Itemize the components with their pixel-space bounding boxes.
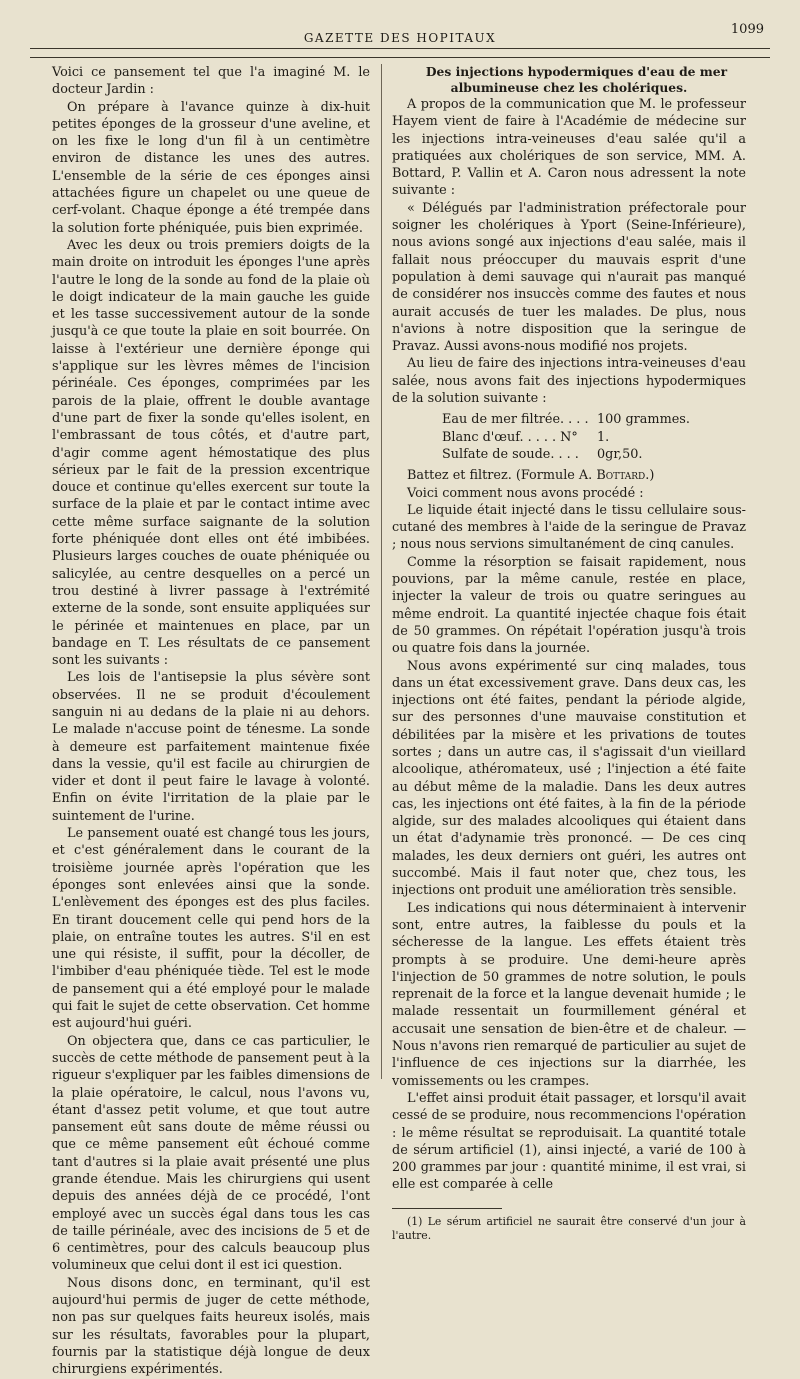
paragraph: Voici comment nous avons procédé : [407,485,644,501]
paragraph: Comme la résorption se faisait rapidement, nous pouvions, par la même canule, restée en place, injecter la valeur de trois ou quatre seringues au même endroit. La quantité injectée chaque fois était de 50 grammes. On répétait l'opération jusqu'à trois ou quatre fois dans la journée. [392,554,746,657]
formula-ingredient: Eau de mer filtrée. . . . [442,412,589,428]
paragraph: On objectera que, dans ce cas particulier, le succès de cette méthode de pansement peut à la rigueur s'expliquer par les faibles dimensions de la plaie opératoire, le calcul, nous l'avons vu, étant d'assez petit volume, et que tout autre pansement eût sans doute de même réussi ou que ce même pansement eût échoué comme tant d'autres si la plaie avait présenté une plus grande étendue. Mais les chirurgiens qui usent depuis des années déjà de ce procédé, l'ont employé avec un succès égal dans tous les cas de taille périnéale, avec des incisions de 5 et de 6 centimètres, pour des calculs beaucoup plus volumineux que celui dont il est ici question. [52,1033,370,1274]
right-column [392,64,746,1243]
paragraph: Le pansement ouaté est changé tous les jours, et c'est généralement dans le courant de la troisième journée après l'opération que les éponges sont enlevées ainsi que la sonde. L'enlèvement des éponges est des plus faciles. En tirant doucement celle qui pend hors de la plaie, on entraîne toutes les autres. S'il en est une qui résiste, il suffit, pour la décoller, de l'imbiber d'eau phéniquée tiède. Tel est le mode de pansement qui a été employé pour le malade qui fait le sujet de cette observation. Cet homme est aujourd'hui guéri. [52,826,370,1032]
formula-note-text: Battez et filtrez. (Formule A. [407,468,597,484]
footnote-rule [392,1208,502,1209]
paragraph: Nous disons donc, en terminant, qu'il est aujourd'hui permis de juger de cette méthode, non pas sur quelques faits heureux isolés, mais sur les résultats, favorables pour la plupart, fournis par la statistique déjà longue de deux chirurgiens expérimentés. [52,1275,370,1378]
formula-quantity: 0gr,50. [597,446,643,462]
page-header [30,22,770,49]
paragraph: Nous avons expérimenté sur cinq malades, tous dans un état excessivement grave. Dans deux cas, les injections ont été faites, pendant la période algide, sur des personnes d'une mauvaise constitution et débilitées par la misère et les privations de toutes sortes ; dans un autre cas, il s'agissait d'un vieillard alcoolique, athéromateux, usé ; l'injection a été faite au début même de la maladie. Dans les deux autres cas, les injections ont été faites, à la fin de la période algide, sur des malades alcooliques qui étaient dans un état d'adynamie très prononcé. — De ces cinq malades, les deux derniers ont guéri, les autres ont succombé. Mais il faut noter que, chez tous, les injections ont produit une amélioration très sensible. [392,658,746,899]
formula-note [392,467,746,484]
formula-note-end: .) [645,468,655,484]
paragraph: L'effet ainsi produit était passager, et lorsqu'il avait cessé de se produire, nous recommencions l'opération : le même résultat se reproduisait. La quantité totale de sérum artificiel (1), ainsi injecté, a varié de 100 à 200 grammes par jour : quantité minime, il est vrai, si elle est comparée à celle [392,1090,746,1193]
paragraph: Voici ce pansement tel que l'a imaginé M. le docteur Jardin : [52,65,370,98]
paragraph: Avec les deux ou trois premiers doigts de la main droite on introduit les éponges l'une après l'autre le long de la sonde au fond de la plaie où le doigt indicateur de la main gauche les guide et les tasse successivement autour de la sonde jusqu'à ce que toute la plaie en soit bourrée. On laisse à l'extérieur une dernière éponge qui s'applique sur les lèvres mêmes de l'incision périnéale. Ces éponges, comprimées par les parois de la plaie, offrent le double avantage d'une part de fixer la sonde qu'elles isolent, en l'embrassant de tous côtés, et d'autre part, d'agir comme agent hémostatique des plus sérieux par le fait de la pression excentrique douce et continue qu'elles exercent sur toute la surface de la plaie et par le contact intime avec cette même surface saignante de la solution forte phéniquée dont elles ont été imbibées. Plusieurs larges couches de ouate phéniquée ou salicylée, au centre desquelles on a percé un trou destiné à livrer passage à l'extrémité externe de la sonde, sont ensuite appliquées sur le périnée et maintenues en place, par un bandage en T. Les résultats de ce pansement sont les suivants : [52,237,370,669]
running-title: GAZETTE DES HOPITAUX [303,31,497,45]
formula-note-author: Bottard [596,468,646,484]
footnote: (1) Le sérum artificiel ne saurait être conservé d'un jour à l'autre. [392,1214,746,1242]
paragraph: Le liquide était injecté dans le tissu cellulaire sous-cutané des membres à l'aide de la seringue de Pravaz ; nous nous servions simultanément de cinq canules. [392,502,746,553]
formula [442,411,746,463]
paragraph: Les indications qui nous déterminaient à intervenir sont, entre autres, la faiblesse du pouls et la sécheresse de la langue. Les effets étaient très prompts à se produire. Une demi-heure après l'injection de 50 grammes de notre solution, le pouls reprenait de la force et la langue devenait humide ; le malade ressentait un fourmillement général et accusait une sensation de bien-être et de chaleur. — Nous n'avons rien remarqué de particulier au sujet de l'influence de ces injections sur la diarrhée, les vomissements ou les crampes. [392,900,746,1089]
left-column [52,64,370,1379]
formula-ingredient: Blanc d'œuf. . . . . N° [442,429,578,445]
formula-quantity: 100 grammes. [597,412,690,428]
formula-ingredient: Sulfate de soude. . . . [442,446,579,462]
paragraph: A propos de la communication que M. le professeur Hayem vient de faire à l'Académie de médecine sur les injections intra-veineuses d'eau salée qu'il a pratiquées aux cholériques de son service, MM. A. Bottard, P. Vallin et A. Caron nous adressent la note suivante : [392,97,746,199]
formula-quantity: 1. [597,429,610,445]
paragraph: Les lois de l'antisepsie la plus sévère sont observées. Il ne se produit d'écoulement sanguin ni au dedans de la plaie ni au dehors. Le malade n'accuse point de ténesme. La sonde à demeure est parfaitement maintenue fixée dans la vessie, qu'il est facile au chirurgien de vider et dont il peut faire le lavage à volonté. Enfin on évite l'irritation de la plaie par le suintement de l'urine. [52,670,370,824]
column-divider [381,64,382,1079]
formula-row [442,446,746,463]
article-title: Des injections hypodermiques d'eau de mer albumineuse chez les cholériques. [425,64,728,95]
paragraph: « Délégués par l'administration préfectorale pour soigner les cholériques à Yport (Seine-Inférieure), nous avions songé aux injections d'eau salée, mais il fallait nous préoccuper du mauvais esprit d'une population à demi sauvage qui n'aurait pas manqué de considérer nos insuccès comme des fautes et nous aurait accusés de tuer les malades. De plus, nous n'avions à notre disposition que la seringue de Pravaz. Aussi avons-nous modifié nos projets. [392,200,746,355]
formula-row [442,411,746,428]
paragraph: On prépare à l'avance quinze à dix-huit petites éponges de la grosseur d'une aveline, et on les fixe le long d'un fil à un centimètre environ de distance les unes des autres. L'ensemble de la série de ces éponges ainsi attachées figure un chapelet ou une queue de cerf-volant. Chaque éponge a été trempée dans la solution forte phéniquée, puis bien exprimée. [52,99,370,236]
page-number: 1099 [730,22,764,37]
formula-row [442,429,746,446]
paragraph: Au lieu de faire des injections intra-veineuses d'eau salée, nous avons fait des injections hypodermiques de la solution suivante : [392,356,746,407]
header-rule [30,57,770,58]
